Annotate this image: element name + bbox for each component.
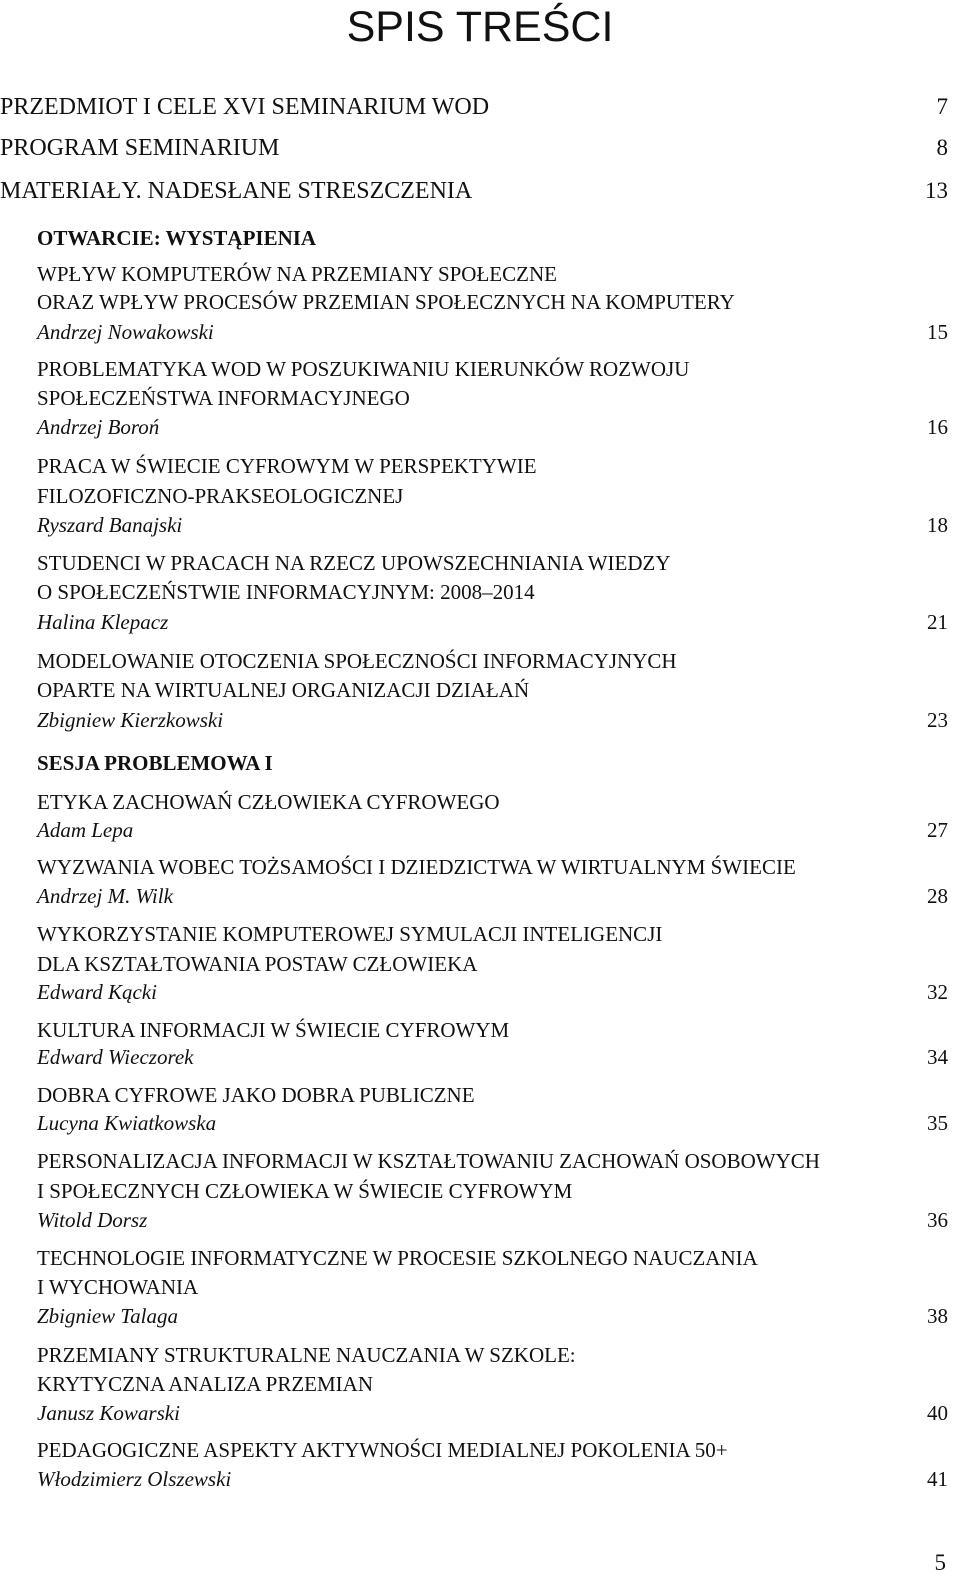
toc-page-number: 35 — [927, 1111, 948, 1135]
toc-page-number: 40 — [927, 1401, 948, 1425]
toc-entry-title: ETYKA ZACHOWAŃ CZŁOWIEKA CYFROWEGO — [37, 790, 500, 814]
toc-entry-title: KRYTYCZNA ANALIZA PRZEMIAN — [37, 1372, 374, 1396]
toc-author: Andrzej Boroń — [37, 415, 160, 439]
toc-entry-title: TECHNOLOGIE INFORMATYCZNE W PROCESIE SZKOLNEGO NAUCZANIA — [37, 1246, 758, 1270]
toc-entry[interactable] — [0, 133, 960, 167]
toc-entry-title: DLA KSZTAŁTOWANIA POSTAW CZŁOWIEKA — [37, 952, 478, 976]
toc-entry-title: PERSONALIZACJA INFORMACJI W KSZTAŁTOWANIU ZACHOWAŃ OSOBOWYCH — [37, 1149, 820, 1173]
toc-page-number: 36 — [927, 1208, 948, 1232]
toc-entry-title: WYZWANIA WOBEC TOŻSAMOŚCI I DZIEDZICTWA W WIRTUALNYM ŚWIECIE — [37, 855, 796, 879]
toc-entry-title: MATERIAŁY. NADESŁANE STRESZCZENIA — [0, 178, 473, 204]
toc-page-number: 32 — [927, 980, 948, 1004]
toc-author: Edward Wieczorek — [37, 1045, 194, 1069]
toc-author-row[interactable] — [0, 608, 960, 642]
toc-entry-continued[interactable] — [0, 676, 960, 710]
toc-entry-title: O SPOŁECZEŃSTWIE INFORMACYJNYM: 2008–2014 — [37, 580, 535, 604]
toc-author: Zbigniew Talaga — [37, 1304, 179, 1328]
toc-entry-title: SPOŁECZEŃSTWA INFORMACYJNEGO — [37, 386, 410, 410]
toc-entry-title: WYKORZYSTANIE KOMPUTEROWEJ SYMULACJI INTELIGENCJI — [37, 922, 663, 946]
page-number: 5 — [934, 1550, 946, 1575]
toc-entry-title: FILOZOFICZNO-PRAKSEOLOGICZNEJ — [37, 484, 404, 508]
toc-page-number: 34 — [927, 1045, 948, 1069]
toc-entry-title: WPŁYW KOMPUTERÓW NA PRZEMIANY SPOŁECZNE — [37, 262, 557, 286]
toc-entry-title: I SPOŁECZNYCH CZŁOWIEKA W ŚWIECIE CYFROWYM — [37, 1179, 573, 1203]
page-title: SPIS TREŚCI — [346, 3, 614, 51]
toc-author: Lucyna Kwiatkowska — [37, 1111, 217, 1135]
toc-entry-continued[interactable] — [0, 288, 960, 322]
toc-author: Włodzimierz Olszewski — [37, 1467, 232, 1491]
toc-entry[interactable] — [0, 1147, 960, 1181]
toc-author-row[interactable] — [0, 1465, 960, 1499]
toc-page-number: 18 — [927, 513, 948, 537]
toc-entry-title: DOBRA CYFROWE JAKO DOBRA PUBLICZNE — [37, 1083, 475, 1107]
toc-entry-continued[interactable] — [0, 578, 960, 612]
toc-page-number: 8 — [936, 135, 948, 160]
toc-page-number: 38 — [927, 1304, 948, 1328]
toc-author-row[interactable] — [0, 978, 960, 1012]
toc-author-row[interactable] — [0, 1302, 960, 1336]
toc-entry-title: PROBLEMATYKA WOD W POSZUKIWANIU KIERUNKÓW ROZWOJU — [37, 357, 690, 381]
toc-author-row[interactable] — [0, 816, 960, 850]
toc-page-number: 28 — [927, 884, 948, 908]
toc-page-number: 41 — [927, 1467, 948, 1491]
section-heading: SESJA PROBLEMOWA I — [37, 751, 273, 775]
toc-entry-title: PRZEDMIOT I CELE XVI SEMINARIUM WOD — [0, 94, 490, 120]
toc-author: Janusz Kowarski — [37, 1401, 180, 1425]
toc-page-number: 16 — [927, 415, 948, 439]
toc-section — [0, 749, 960, 783]
toc-author-row[interactable] — [0, 706, 960, 740]
section-heading: OTWARCIE: WYSTĄPIENIA — [37, 226, 317, 250]
toc-entry-title: PROGRAM SEMINARIUM — [0, 135, 280, 161]
toc-entry-title: MODELOWANIE OTOCZENIA SPOŁECZNOŚCI INFORMACYJNYCH — [37, 649, 677, 673]
toc-author: Andrzej M. Wilk — [37, 884, 173, 908]
toc-page-number: 7 — [936, 94, 948, 119]
toc-entry-title: KULTURA INFORMACJI W ŚWIECIE CYFROWYM — [37, 1018, 510, 1042]
toc-author: Edward Kącki — [37, 980, 157, 1004]
toc-entry-title: I WYCHOWANIA — [37, 1275, 199, 1299]
toc-author-row[interactable] — [0, 1399, 960, 1433]
toc-author-row[interactable] — [0, 1109, 960, 1143]
toc-page-number: 15 — [927, 320, 948, 344]
toc-entry-title: PEDAGOGICZNE ASPEKTY AKTYWNOŚCI MEDIALNEJ POKOLENIA 50+ — [37, 1438, 728, 1462]
toc-author-row[interactable] — [0, 413, 960, 447]
toc-entry[interactable] — [0, 92, 960, 126]
toc-author-row[interactable] — [0, 511, 960, 545]
toc-page-number: 13 — [925, 178, 948, 203]
toc-author: Witold Dorsz — [37, 1208, 148, 1232]
toc-entry[interactable] — [0, 176, 960, 210]
toc-author-row[interactable] — [0, 1043, 960, 1077]
toc-author: Ryszard Banajski — [37, 513, 183, 537]
toc-author: Andrzej Nowakowski — [37, 320, 214, 344]
toc-entry-title: STUDENCI W PRACACH NA RZECZ UPOWSZECHNIANIA WIEDZY — [37, 551, 671, 575]
toc-author: Adam Lepa — [37, 818, 134, 842]
toc-entry[interactable] — [0, 920, 960, 954]
toc-page-number: 21 — [927, 610, 948, 634]
toc-entry-title: OPARTE NA WIRTUALNEJ ORGANIZACJI DZIAŁAŃ — [37, 678, 530, 702]
toc-author: Halina Klepacz — [37, 610, 169, 634]
toc-entry-title: PRACA W ŚWIECIE CYFROWYM W PERSPEKTYWIE — [37, 454, 537, 478]
toc-author: Zbigniew Kierzkowski — [37, 708, 224, 732]
toc-author-row[interactable] — [0, 1206, 960, 1240]
toc-entry-title: ORAZ WPŁYW PROCESÓW PRZEMIAN SPOŁECZNYCH NA KOMPUTERY — [37, 290, 735, 314]
toc-author-row[interactable] — [0, 318, 960, 352]
toc-page-number: 23 — [927, 708, 948, 732]
toc-author-row[interactable] — [0, 882, 960, 916]
toc-entry-title: PRZEMIANY STRUKTURALNE NAUCZANIA W SZKOLE: — [37, 1343, 576, 1367]
toc-section — [0, 224, 960, 258]
toc-page-number: 27 — [927, 818, 948, 842]
toc-entry[interactable] — [0, 452, 960, 486]
